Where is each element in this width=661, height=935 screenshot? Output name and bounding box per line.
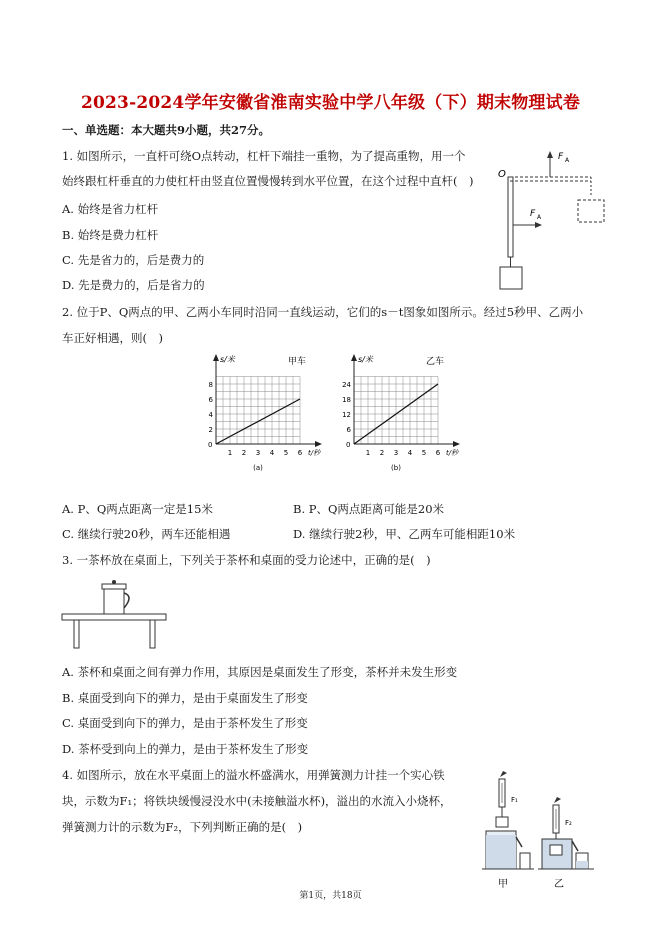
table-cup-figure [60, 578, 170, 653]
jia-label: 甲 [498, 879, 508, 890]
x-tick-label: 6 [297, 449, 303, 457]
q3-line-1: 3. 一茶杯放在桌面上，下列关于茶杯和桌面的受力论述中，正确的是( ) [62, 553, 431, 567]
x-axis-arrow [453, 441, 460, 447]
q4-line-2: 块，示数为F₁；将铁块缓慢浸没水中(未接触溢水杯)，溢出的水流入小烧杯， [62, 794, 452, 808]
y-tick-label: 6 [346, 426, 351, 434]
y-tick-label: 8 [208, 381, 213, 389]
chart-series-label: 甲车 [288, 357, 307, 367]
q2-line-2: 车正好相遇，则( ) [62, 331, 163, 345]
y-axis-arrow [351, 354, 357, 361]
x-tick-label: 4 [269, 449, 275, 457]
hand-icon-2 [554, 797, 561, 803]
x-tick-label: 3 [393, 449, 399, 457]
pivot-label: O [498, 169, 506, 180]
x-tick-label: 6 [435, 449, 441, 457]
hand-icon [500, 771, 507, 777]
x-axis-label: t/秒 [446, 449, 459, 457]
q3-option-d: D. 茶杯受到向上的弹力，是由于茶杯发生了形变 [62, 742, 309, 756]
yi-label: 乙 [554, 879, 564, 890]
force-a-label-top: F [558, 152, 564, 162]
x-tick-label: 1 [365, 449, 371, 457]
q2-option-b: B. P、Q两点距离可能是20米 [293, 502, 445, 516]
y-tick-label: 4 [208, 411, 213, 419]
f2-label: F₂ [565, 819, 572, 827]
y-tick-label: 12 [342, 411, 351, 419]
overflow-cup-figure [478, 765, 608, 890]
q4-line-3: 弹簧测力计的示数为F₂，下列判断正确的是( ) [62, 820, 303, 834]
lever-figure [488, 145, 618, 300]
x-axis-arrow [315, 441, 322, 447]
x-tick-label: 1 [227, 449, 233, 457]
q1-option-a: A. 始终是省力杠杆 [62, 202, 159, 216]
y-tick-label: 6 [208, 396, 213, 404]
q1-option-b: B. 始终是费力杠杆 [62, 228, 159, 242]
x-tick-label: 2 [241, 449, 247, 457]
x-tick-label: 2 [379, 449, 385, 457]
chart-caption: (b) [391, 464, 401, 472]
q1-option-d: D. 先是费力的，后是省力的 [62, 278, 205, 292]
origin-label: 0 [208, 441, 213, 449]
q2-option-c: C. 继续行驶20秒，两车还能相遇 [62, 527, 231, 541]
x-tick-label: 4 [407, 449, 413, 457]
q2-line-1: 2. 位于P、Q两点的甲、乙两小车同时沿同一直线运动，它们的s－t图象如图所示。经过5秒甲、乙两小 [62, 305, 584, 319]
q3-option-b: B. 桌面受到向下的弹力，是由于桌面发生了形变 [62, 691, 308, 705]
section-heading: 一、单选题：本大题共9小题，共27分。 [62, 123, 271, 137]
y-axis-label: s/米 [358, 355, 373, 364]
chart-series-label: 乙车 [426, 357, 445, 367]
y-axis-arrow [213, 354, 219, 361]
chart-a [200, 352, 330, 474]
q2-option-d: D. 继续行驶2秒，甲、乙两车可能相距10米 [293, 527, 516, 541]
x-tick-label: 5 [421, 449, 427, 457]
y-tick-label: 18 [342, 396, 351, 404]
force-a-label-side: F [530, 209, 536, 219]
chart-b [338, 352, 468, 474]
q4-line-1: 4. 如图所示，放在水平桌面上的溢水杯盛满水，用弹簧测力计挂一个实心铁 [62, 768, 445, 782]
page-footer: 第1页，共18页 [299, 891, 362, 901]
f1-label: F₁ [511, 796, 518, 804]
q1-option-c: C. 先是省力的，后是费力的 [62, 253, 205, 267]
q3-option-a: A. 茶杯和桌面之间有弹力作用，其原因是桌面发生了形变，茶杯并未发生形变 [62, 665, 458, 679]
page-title: 2023-2024学年安徽省淮南实验中学八年级（下）期末物理试卷 [80, 93, 581, 113]
force-a-sub-side: A [537, 214, 542, 221]
q1-line-1: 1. 如图所示，一直杆可绕O点转动，杠杆下端挂一重物，为了提高重物，用一个 [62, 149, 466, 163]
q3-option-c: C. 桌面受到向下的弹力，是由于茶杯发生了形变 [62, 716, 308, 730]
y-axis-label: s/米 [220, 355, 235, 364]
x-axis-label: t/秒 [308, 449, 321, 457]
chart-caption: (a) [253, 464, 263, 472]
origin-label: 0 [346, 441, 351, 449]
force-a-sub-top: A [565, 157, 570, 164]
y-tick-label: 24 [342, 381, 351, 389]
x-tick-label: 5 [283, 449, 289, 457]
x-tick-label: 3 [255, 449, 261, 457]
q2-option-a: A. P、Q两点距离一定是15米 [62, 502, 213, 516]
q1-line-2: 始终跟杠杆垂直的力使杠杆由竖直位置慢慢转到水平位置，在这个过程中直杆( ) [62, 174, 474, 188]
y-tick-label: 2 [208, 426, 213, 434]
